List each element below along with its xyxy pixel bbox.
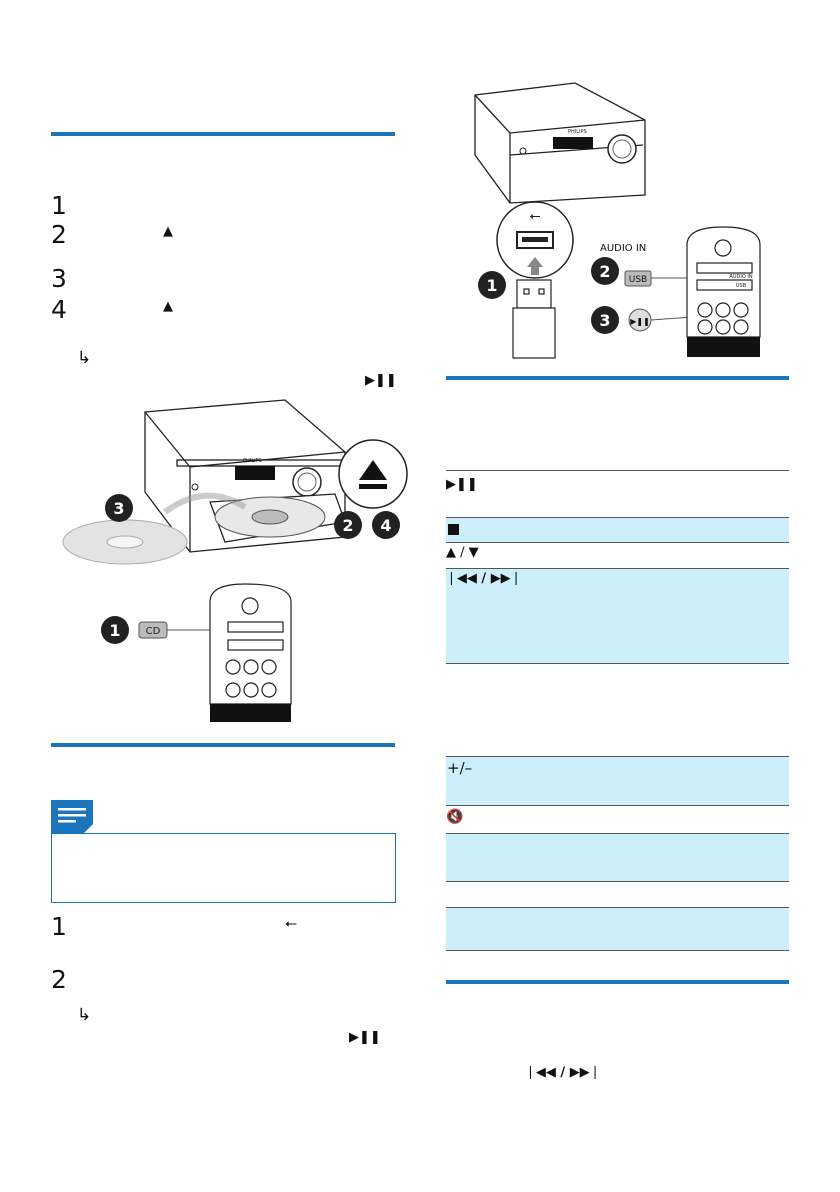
mute-icon: 🔇: [446, 809, 464, 825]
up-down-icon: ▲ ∕ ▼: [446, 545, 479, 560]
table-row: [446, 882, 789, 907]
step-number: 2: [51, 965, 67, 994]
prev-next-icon: ❘◀◀ ∕ ▶▶❘: [525, 1065, 601, 1080]
play-pause-icon: ▶❚❚: [630, 317, 650, 326]
table-rule: [446, 950, 789, 951]
table-row: [446, 806, 789, 833]
stop-icon: [448, 524, 459, 535]
note-icon: [51, 800, 93, 834]
play-pause-icon: ▶❚❚: [349, 1030, 381, 1045]
table-row: [446, 518, 789, 542]
table-row: [446, 908, 789, 950]
eject-icon: ▲: [163, 299, 173, 314]
table-row: [446, 834, 789, 881]
usb-connection-illustration: [465, 75, 775, 365]
section-rule-skip: [446, 980, 789, 984]
volume-knob: [293, 468, 321, 496]
remote-control: [210, 584, 291, 704]
callout-number: 1: [486, 276, 498, 295]
table-row: [446, 569, 789, 663]
arrow-icon: ↳: [77, 348, 92, 368]
display-window: [235, 466, 275, 480]
remote-audio-in-label: AUDIO IN: [729, 274, 753, 280]
usb-key-label: USB: [628, 275, 648, 285]
callout-number: 2: [342, 516, 354, 535]
step-number: 2: [51, 220, 67, 249]
table-row: [446, 543, 789, 568]
usb-stick: [513, 280, 555, 358]
step-number: 1: [51, 191, 67, 220]
step-number: 4: [51, 295, 67, 324]
callout-number: 1: [109, 621, 121, 640]
section-rule-cd: [51, 132, 395, 136]
usb-icon: ⭠: [285, 914, 298, 932]
remote-control: [687, 227, 760, 337]
section-rule-usb: [51, 743, 395, 747]
audio-in-label: AUDIO IN: [600, 243, 647, 254]
table-row: [446, 757, 789, 805]
callout-number: 2: [599, 262, 611, 281]
remote-usb-label: USB: [735, 283, 747, 289]
note-box: [51, 833, 396, 903]
section-rule-playback: [446, 376, 789, 380]
brand-label: PHILIPS: [243, 458, 262, 464]
arrow-icon: ↳: [77, 1005, 92, 1025]
play-pause-icon: ▶❚❚: [446, 477, 478, 492]
remote-key-label: CD: [145, 626, 161, 637]
callout-number: 3: [113, 499, 125, 518]
callout-number: 3: [599, 311, 611, 330]
callout-number: 4: [380, 516, 392, 535]
table-row: [446, 664, 789, 756]
table-row: [446, 471, 789, 517]
volume-symbol: +/–: [447, 759, 473, 777]
eject-icon: ▲: [163, 224, 173, 239]
step-number: 3: [51, 264, 67, 293]
play-pause-icon: ▶❚❚: [365, 373, 397, 388]
step-number: 1: [51, 912, 67, 941]
prev-next-icon: ❘◀◀ ∕ ▶▶❘: [446, 571, 522, 586]
cd-player-illustration: [45, 392, 415, 722]
brand-label: PHILIPS: [568, 129, 587, 135]
usb-icon: ⭠: [529, 208, 541, 224]
